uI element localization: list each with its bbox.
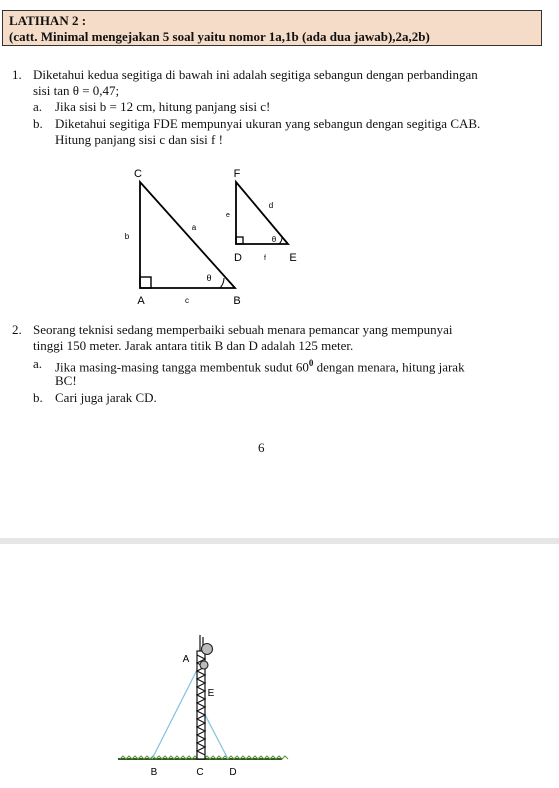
side-a-label: a xyxy=(191,223,197,232)
q2b-label: b. xyxy=(33,390,43,405)
triangle-fde xyxy=(226,168,297,264)
q1-text-line2: sisi tan θ = 0,47; xyxy=(33,83,120,98)
q2a-text-line2: BC! xyxy=(55,373,77,388)
q2b-text: Cari juga jarak CD. xyxy=(55,390,157,405)
q2a-text-post: dengan menara, hitung jarak xyxy=(313,359,465,375)
document-page-2 xyxy=(0,544,559,788)
exercise-title: LATIHAN 2 : xyxy=(9,13,87,28)
vertex-c-label: C xyxy=(134,168,142,180)
ladder-line-bc xyxy=(152,664,200,759)
side-c-label: c xyxy=(185,296,189,305)
triangle-cab xyxy=(125,168,241,307)
q2-number: 2. xyxy=(12,322,22,337)
q2a-label: a. xyxy=(33,356,43,371)
angle-theta-label-1: θ xyxy=(206,273,212,283)
point-d-label: D xyxy=(229,767,237,778)
vertex-d-label: D xyxy=(234,252,242,264)
vertex-f-label: F xyxy=(233,168,241,180)
dish-antenna-2 xyxy=(200,661,208,669)
dish-antenna-1 xyxy=(202,644,213,655)
q1b-label: b. xyxy=(33,116,43,131)
vertex-b-label: B xyxy=(233,295,241,307)
ladder-line-de xyxy=(202,709,228,759)
q1a-text: Jika sisi b = 12 cm, hitung panjang sisi c! xyxy=(55,99,271,114)
right-angle-marker-a xyxy=(140,277,151,288)
point-e-label: E xyxy=(207,688,215,699)
q1b-text-line2: Hitung panjang sisi c dan sisi f ! xyxy=(55,132,223,147)
side-f-label: f xyxy=(264,255,266,262)
q2-text-line1: Seorang teknisi sedang memperbaiki sebuah menara pemancar yang mempunyai xyxy=(33,322,453,337)
q1b-text-line1: Diketahui segitiga FDE mempunyai ukuran yang sebangun dengan segitiga CAB. xyxy=(55,116,481,131)
q1a-label: a. xyxy=(33,99,43,114)
triangle-cab-shape xyxy=(140,182,235,288)
angle-theta-label-2: θ xyxy=(271,235,277,244)
q1-text-line1: Diketahui kedua segitiga di bawah ini adalah segitiga sebangun dengan perbandingan xyxy=(33,67,478,82)
page-number: 6 xyxy=(258,440,265,455)
q2a-text xyxy=(55,356,465,374)
right-angle-marker-d xyxy=(236,237,243,244)
triangle-fde-shape xyxy=(236,182,288,244)
triangles-figure xyxy=(110,160,310,310)
side-d-label: d xyxy=(268,201,274,210)
point-a-label: A xyxy=(182,654,190,665)
point-b-label: B xyxy=(150,767,158,778)
vertex-e-label: E xyxy=(289,252,297,264)
angle-arc-e xyxy=(279,237,282,244)
degree-superscript: 0 xyxy=(308,358,314,368)
tower-figure xyxy=(110,629,290,779)
side-b-label: b xyxy=(124,232,130,241)
vertex-a-label: A xyxy=(137,295,145,307)
side-e-label: e xyxy=(226,212,230,219)
exercise-header-box xyxy=(2,10,542,46)
q2a-text-pre: Jika masing-masing tangga membentuk sudut 60 xyxy=(55,359,309,375)
q2-text-line2: tinggi 150 meter. Jarak antara titik B dan D adalah 125 meter. xyxy=(33,338,354,353)
exercise-note: (catt. Minimal mengejakan 5 soal yaitu nomor 1a,1b (ada dua jawab),2a,2b) xyxy=(9,29,430,44)
point-c-label: C xyxy=(196,767,204,778)
angle-arc-b xyxy=(220,278,224,288)
q1-number: 1. xyxy=(12,67,22,82)
